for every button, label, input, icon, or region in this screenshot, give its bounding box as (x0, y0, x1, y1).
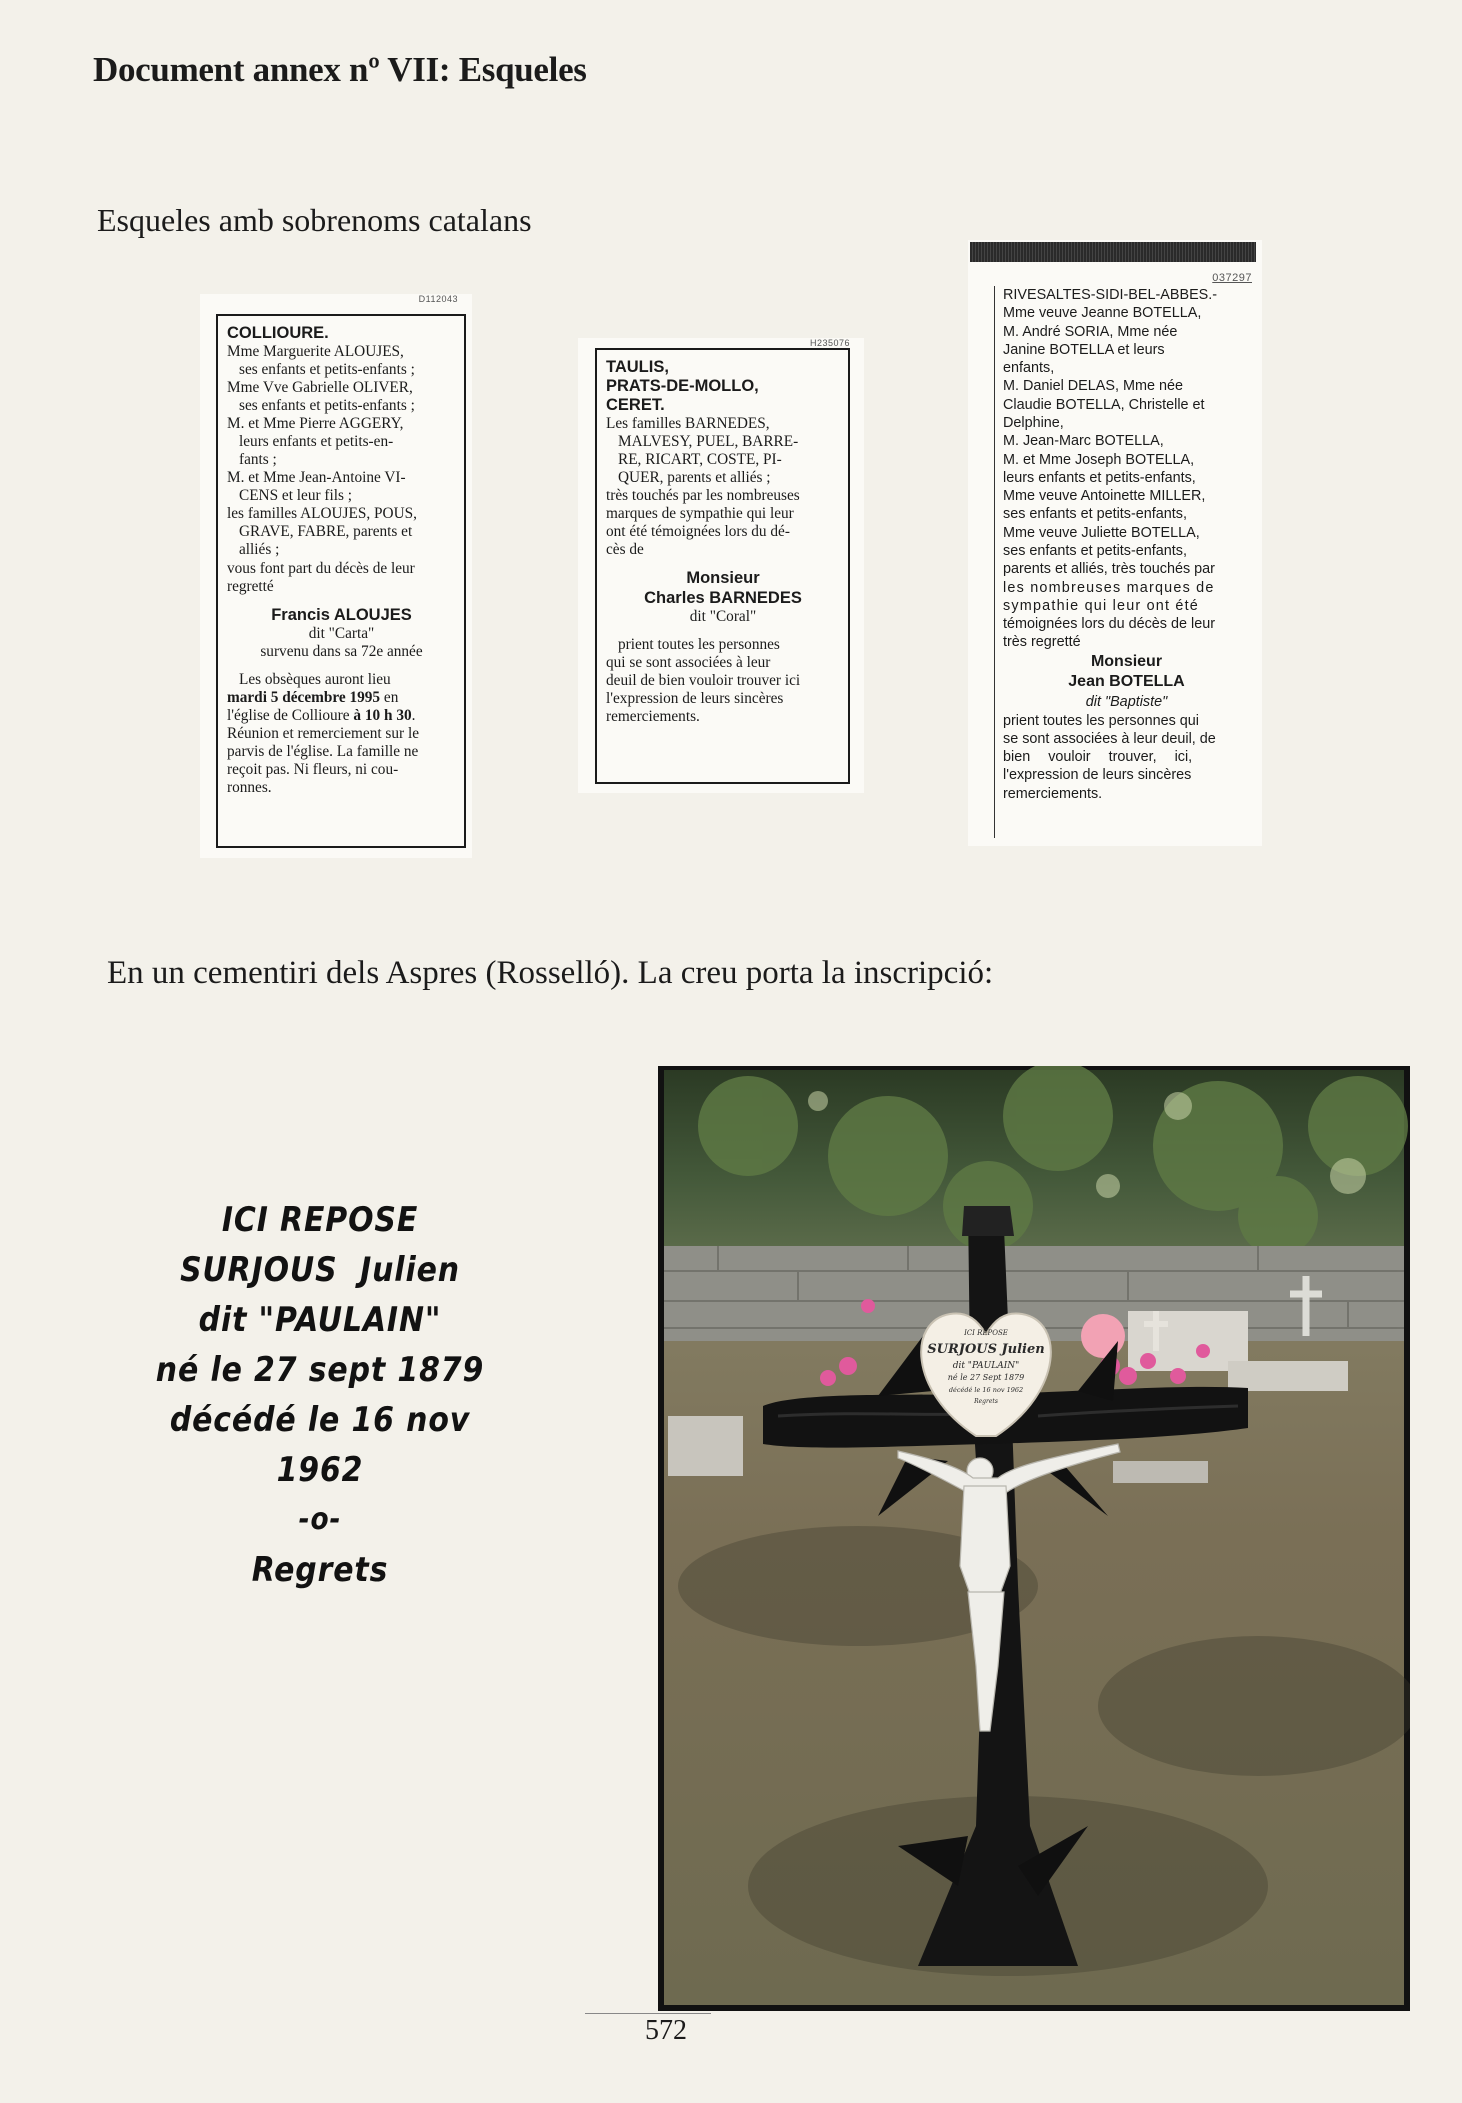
inscription-line: né le 27 sept 1879 (155, 1350, 485, 1390)
obituary-notice-barnedes (595, 348, 850, 784)
notice-line: Mme Marguerite ALOUJES, (227, 342, 404, 360)
notice-line: GRAVE, FABRE, parents et (239, 523, 413, 541)
obituary-clipping-collioure (200, 294, 472, 858)
funeral-date-line: mardi 5 décembre 1995 en (227, 689, 399, 707)
notice-line: l'expression de leurs sincères (1003, 767, 1192, 784)
notice-line: Janine BOTELLA et leurs (1003, 341, 1165, 358)
notice-line: l'expression de leurs sincères (606, 690, 784, 708)
plaque-line: né le 27 Sept 1879 (947, 1373, 1025, 1382)
page-title: Document annex nº VII: Esqueles (93, 50, 587, 89)
plaque-line: SURJOUS Julien (927, 1342, 1045, 1357)
deceased-name: Charles BARNEDES (644, 588, 802, 607)
clipping-code: H235076 (809, 338, 850, 348)
plaque-line: ICI REPOSE (964, 1329, 1008, 1337)
deceased-nickname: dit "Carta" (308, 625, 375, 643)
obituary-notice-botella (994, 286, 1254, 838)
notice-line: vous font part du décès de leur (227, 559, 415, 577)
notice-line: marques de sympathie qui leur (606, 505, 794, 523)
notice-line: remerciements. (1003, 785, 1103, 802)
notice-line: deuil de bien vouloir trouver ici (606, 672, 801, 690)
obituary-notice-aloujes (216, 314, 466, 848)
plaque-line: décédé le 16 nov 1962 (948, 1386, 1024, 1394)
page-number: 572 (645, 2015, 687, 2046)
notice-line: M. Jean-Marc BOTELLA, (1003, 433, 1164, 450)
obituary-clipping-rivesaltes (968, 240, 1262, 846)
inscription-line: ICI REPOSE (221, 1200, 419, 1240)
notice-line: Mme veuve Antoinette MILLER, (1003, 488, 1206, 505)
notice-line: très touchés par les nombreuses (606, 487, 800, 505)
clipping-header-bar (970, 242, 1256, 262)
notice-place: CERET. (606, 395, 665, 414)
notice-line: très regretté (1003, 634, 1081, 651)
funeral-place-line: l'église de Collioure à 10 h 30. (227, 707, 416, 725)
inscription-separator: -o- (298, 1502, 342, 1537)
plaque-line: dit "PAULAIN" (952, 1361, 1020, 1371)
notice-line: parents et alliés, très touchés par (1003, 561, 1215, 578)
notice-line: se sont associées à leur deuil, de (1003, 730, 1216, 747)
inscription-line: dit "PAULAIN" (198, 1300, 442, 1340)
plaque-line: Regrets (974, 1398, 998, 1405)
clipping-code: 037297 (1212, 272, 1252, 284)
notice-line: bien vouloir trouver, ici, (1003, 749, 1193, 766)
notice-line: ronnes. (227, 779, 272, 797)
notice-line: leurs enfants et petits-en- (239, 433, 394, 451)
notice-line: fants ; (239, 451, 277, 469)
notice-place: TAULIS, (606, 358, 669, 376)
notice-line: remerciements. (606, 708, 700, 726)
deceased-nickname: dit "Coral" (689, 608, 757, 626)
cemetery-cross-illustration (658, 1066, 1410, 2011)
page-number-rule (585, 2013, 711, 2014)
notice-line: M. et Mme Joseph BOTELLA, (1003, 451, 1195, 468)
notice-line: les nombreuses marques de (1003, 579, 1215, 596)
notice-line: Réunion et remerciement sur le (227, 725, 419, 743)
notice-line: prient toutes les personnes qui (1003, 712, 1199, 729)
notice-place: RIVESALTES-SIDI-BEL-ABBES.- (1003, 287, 1218, 303)
cross-inscription (135, 1195, 505, 1595)
notice-line: parvis de l'église. La famille ne (227, 743, 419, 761)
notice-line: reçoit pas. Ni fleurs, ni cou- (227, 761, 399, 779)
notice-line: ses enfants et petits-enfants ; (239, 361, 415, 379)
notice-line: cès de (606, 541, 644, 559)
notice-line: RE, RICART, COSTE, PI- (618, 451, 782, 468)
notice-place: COLLIOURE. (227, 324, 329, 342)
notice-line: QUER, parents et alliés ; (618, 469, 771, 487)
notice-line: prient toutes les personnes (618, 636, 780, 654)
funeral-line: Les obsèques auront lieu (239, 671, 391, 689)
notice-line: sympathie qui leur ont été (1003, 597, 1199, 614)
notice-line: Mme Vve Gabrielle OLIVER, (227, 379, 413, 397)
notice-line: CENS et leur fils ; (239, 487, 353, 505)
notice-line: M. et Mme Jean-Antoine VI- (227, 469, 406, 487)
notice-line: leurs enfants et petits-enfants, (1003, 469, 1196, 486)
obituary-clipping-taulis (578, 338, 864, 793)
deceased-title: Monsieur (1090, 652, 1163, 670)
cemetery-cross-photo (658, 1066, 1410, 2011)
notice-place: PRATS-DE-MOLLO, (606, 376, 759, 395)
notice-line: Claudie BOTELLA, Christelle et (1003, 396, 1205, 413)
notice-line: Les familles BARNEDES, (606, 414, 770, 432)
notice-line: témoignées lors du décès de leur (1003, 616, 1215, 633)
clipping-code: D112043 (418, 294, 458, 304)
notice-line: M. et Mme Pierre AGGERY, (227, 415, 404, 433)
notice-line: enfants, (1003, 360, 1055, 377)
inscription-line: décédé le 16 nov 1962 (169, 1400, 471, 1490)
notice-line: Mme veuve Jeanne BOTELLA, (1003, 305, 1202, 322)
notice-line: ses enfants et petits-enfants, (1003, 506, 1187, 523)
section-heading-nicknames: Esqueles amb sobrenoms catalans (97, 202, 532, 238)
inscription-line: SURJOUS Julien (180, 1250, 460, 1290)
notice-line: ses enfants et petits-enfants ; (239, 397, 415, 415)
notice-line: Delphine, (1003, 414, 1064, 431)
notice-line: les familles ALOUJES, POUS, (227, 505, 417, 523)
age-line: survenu dans sa 72e année (260, 643, 423, 661)
notice-line: Mme veuve Juliette BOTELLA, (1003, 524, 1200, 541)
notice-line: M. Daniel DELAS, Mme née (1003, 378, 1183, 395)
deceased-nickname: dit "Baptiste" (1085, 694, 1168, 711)
funeral-date: mardi 5 décembre 1995 (227, 689, 381, 707)
notice-line: MALVESY, PUEL, BARRE- (618, 432, 799, 450)
deceased-name: Jean BOTELLA (1068, 673, 1185, 691)
notice-line: M. André SORIA, Mme née (1003, 323, 1178, 340)
notice-line: regretté (227, 577, 274, 595)
deceased-name: Francis ALOUJES (271, 605, 412, 624)
section-heading-cemetery: En un cementiri dels Aspres (Rosselló). La creu porta la inscripció: (107, 955, 994, 991)
notice-line: alliés ; (239, 541, 280, 559)
notice-line: qui se sont associées à leur (606, 654, 771, 672)
inscription-line: Regrets (251, 1550, 389, 1590)
notice-line: ont été témoignées lors du dé- (606, 523, 790, 541)
deceased-title: Monsieur (686, 569, 760, 588)
notice-line: ses enfants et petits-enfants, (1003, 542, 1187, 559)
funeral-time: 10 h 30 (364, 707, 412, 725)
